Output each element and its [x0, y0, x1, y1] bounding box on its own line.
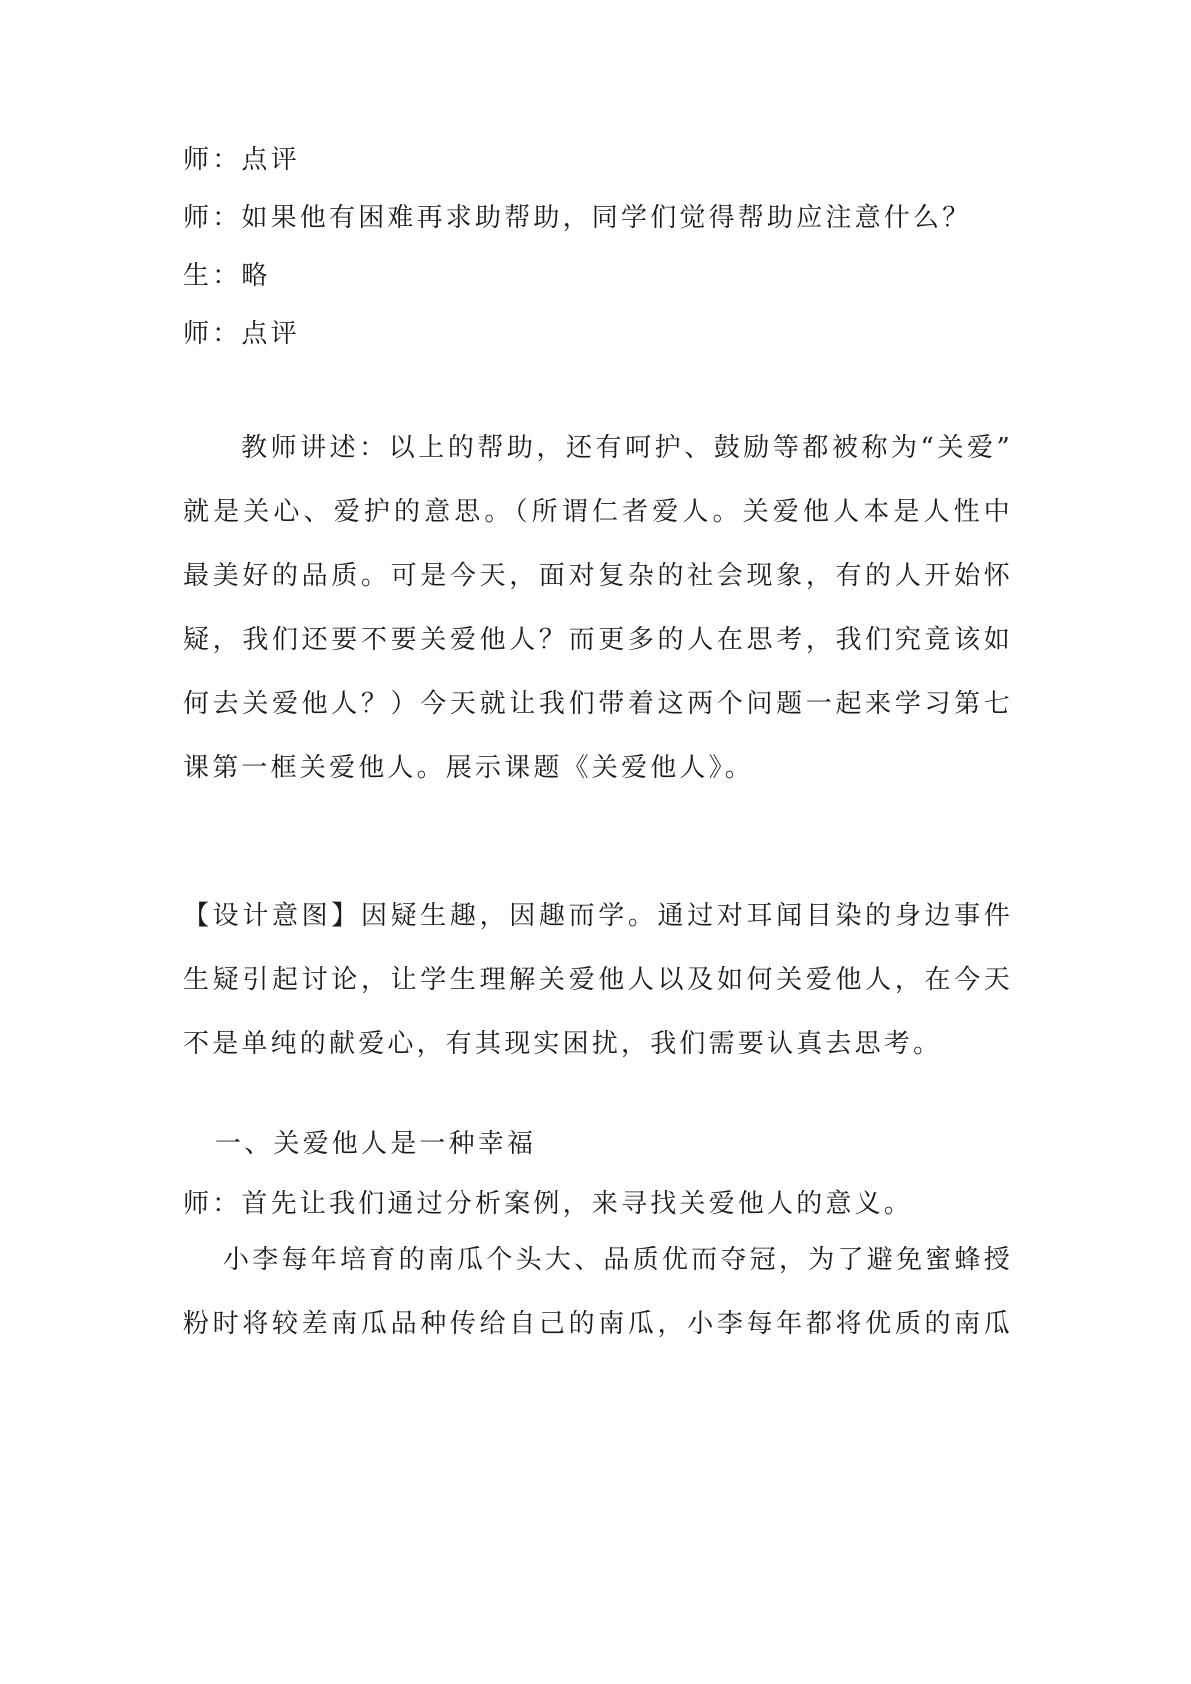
- design-intent-line-1: 【设计意图】因疑生趣，因趣而学。通过对耳闻目染的身边事件: [183, 901, 1013, 931]
- narration-line-4: 疑，我们还要不要关爱他人？而更多的人在思考，我们究竟该如: [183, 625, 1013, 655]
- dialogue-line-4: 师：点评: [183, 319, 300, 349]
- narration-line-6: 课第一框关爱他人。展示课题《关爱他人》。: [183, 753, 755, 783]
- dialogue-line-3: 生：略: [183, 261, 271, 291]
- narration-line-1: 教师讲述：以上的帮助，还有呵护、鼓励等都被称为“关爱”: [241, 433, 1013, 463]
- design-intent-paragraph: [183, 884, 1013, 1076]
- teacher-narration-paragraph: [183, 416, 1013, 800]
- section-intro: 师：首先让我们通过分析案例，来寻找关爱他人的意义。: [183, 1189, 914, 1219]
- narration-line-5: 何去关爱他人？）今天就让我们带着这两个问题一起来学习第七: [183, 689, 1013, 719]
- dialogue-line-2: 师：如果他有困难再求助帮助，同学们觉得帮助应注意什么？: [183, 203, 972, 233]
- section-heading: 一、关爱他人是一种幸福: [215, 1129, 537, 1159]
- dialogue-line-1: 师：点评: [183, 145, 300, 175]
- narration-line-2: 就是关心、爱护的意思。（所谓仁者爱人。关爱他人本是人性中: [183, 497, 1013, 527]
- design-intent-line-2: 生疑引起讨论，让学生理解关爱他人以及如何关爱他人，在今天: [183, 965, 1013, 995]
- design-intent-line-3: 不是单纯的献爱心，有其现实困扰，我们需要认真去思考。: [183, 1029, 943, 1059]
- case-line-2: 粉时将较差南瓜品种传给自己的南瓜，小李每年都将优质的南瓜: [183, 1309, 1013, 1339]
- narration-line-3: 最美好的品质。可是今天，面对复杂的社会现象，有的人开始怀: [183, 561, 1013, 591]
- case-line-1: 小李每年培育的南瓜个头大、品质优而夺冠，为了避免蜜蜂授: [223, 1245, 1013, 1275]
- case-paragraph: [183, 1228, 1013, 1356]
